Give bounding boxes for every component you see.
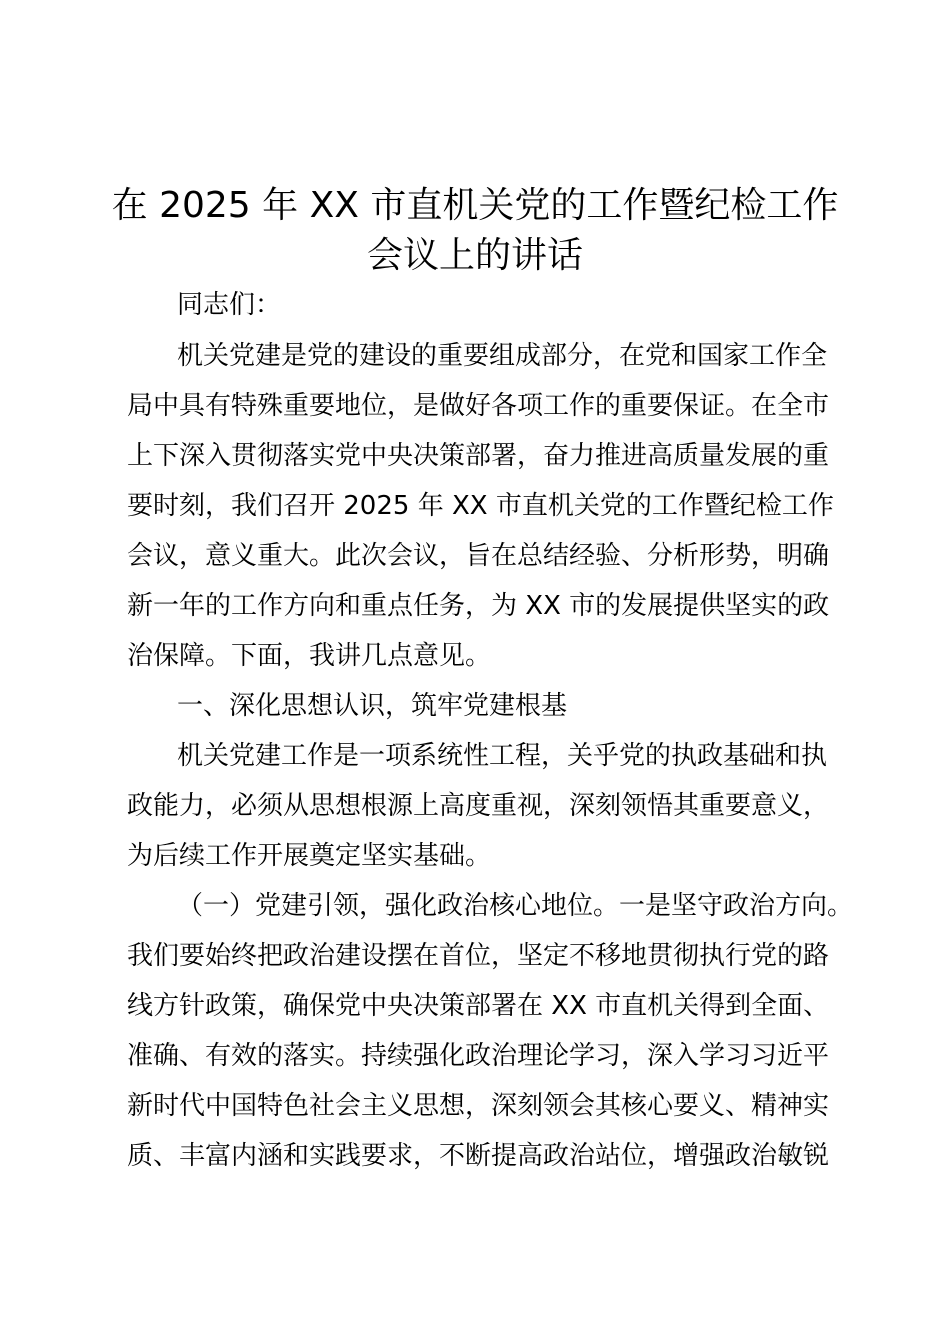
- paragraph-line: 政能力，必须从思想根源上高度重视，深刻领悟其重要意义，: [127, 791, 830, 821]
- paragraph-line: 线方针政策，确保党中央决策部署在 XX 市直机关得到全面、: [127, 991, 830, 1021]
- paragraph-line: 要时刻，我们召开 2025 年 XX 市直机关党的工作暨纪检工作: [127, 491, 834, 521]
- paragraph-line: 准确、有效的落实。持续强化政治理论学习，深入学习习近平: [127, 1041, 830, 1071]
- paragraph-line: 新时代中国特色社会主义思想，深刻领会其核心要义、精神实: [127, 1091, 830, 1121]
- section-heading: 一、深化思想认识，筑牢党建根基: [177, 691, 568, 721]
- paragraph-line: （一）党建引领，强化政治核心地位。一是坚守政治方向。: [177, 891, 854, 921]
- paragraph-line: 治保障。下面，我讲几点意见。: [127, 641, 492, 671]
- paragraph-line: 我们要始终把政治建设摆在首位，坚定不移地贯彻执行党的路: [127, 941, 830, 971]
- document-title-line-1: 在 2025 年 XX 市直机关党的工作暨纪检工作: [111, 185, 839, 226]
- paragraph-line: 局中具有特殊重要地位，是做好各项工作的重要保证。在全市: [127, 391, 830, 421]
- salutation: 同志们：: [177, 290, 282, 320]
- paragraph-line: 机关党建工作是一项系统性工程，关乎党的执政基础和执: [177, 741, 828, 771]
- document-title-line-2: 会议上的讲话: [366, 235, 583, 276]
- paragraph-line: 质、丰富内涵和实践要求，不断提高政治站位，增强政治敏锐: [127, 1141, 830, 1171]
- paragraph-line: 上下深入贯彻落实党中央决策部署，奋力推进高质量发展的重: [127, 441, 830, 471]
- paragraph-line: 为后续工作开展奠定坚实基础。: [127, 841, 492, 871]
- paragraph-line: 会议，意义重大。此次会议，旨在总结经验、分析形势，明确: [127, 541, 830, 571]
- paragraph-line: 机关党建是党的建设的重要组成部分，在党和国家工作全: [177, 341, 828, 371]
- paragraph-line: 新一年的工作方向和重点任务，为 XX 市的发展提供坚实的政: [127, 591, 830, 621]
